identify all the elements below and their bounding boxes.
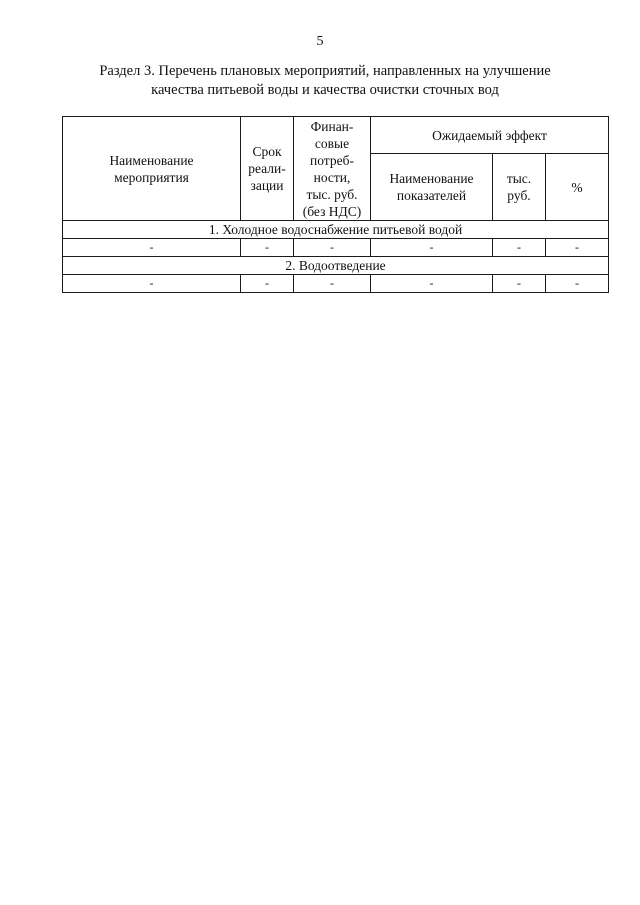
cell-measure-name: - [63, 239, 241, 257]
header-thousand-rubles: тыс. руб. [493, 154, 546, 221]
header-implementation-term: Срок реали- зации [241, 117, 294, 221]
header-expected-effect: Ожидаемый эффект [371, 117, 609, 154]
cell-financial-needs: - [294, 275, 371, 293]
section-title-line-2: качества питьевой воды и качества очистки сточных вод [151, 82, 499, 98]
cell-indicator-name: - [371, 275, 493, 293]
header-financial-needs: Финан- совые потреб- ности, тыс. руб. (без НДС) [294, 117, 371, 221]
cell-measure-name: - [63, 275, 241, 293]
section-title [40, 62, 610, 100]
header-indicator-name: Наименование показателей [371, 154, 493, 221]
cell-term: - [241, 275, 294, 293]
table-row [63, 239, 609, 257]
cell-indicator-name: - [371, 239, 493, 257]
measures-table [62, 116, 609, 293]
section-water-disposal: 2. Водоотведение [63, 257, 609, 275]
page-number: 5 [316, 34, 324, 49]
cell-financial-needs: - [294, 239, 371, 257]
cell-percent: - [546, 239, 609, 257]
cell-thousand-rubles: - [493, 275, 546, 293]
cell-percent: - [546, 275, 609, 293]
header-percent: % [546, 154, 609, 221]
cell-term: - [241, 239, 294, 257]
section-cold-water-supply: 1. Холодное водоснабжение питьевой водой [63, 221, 609, 239]
header-measure-name: Наименование мероприятия [63, 117, 241, 221]
table-row [63, 275, 609, 293]
section-title-line-1: Раздел 3. Перечень плановых мероприятий, направленных на улучшение [99, 63, 551, 79]
cell-thousand-rubles: - [493, 239, 546, 257]
